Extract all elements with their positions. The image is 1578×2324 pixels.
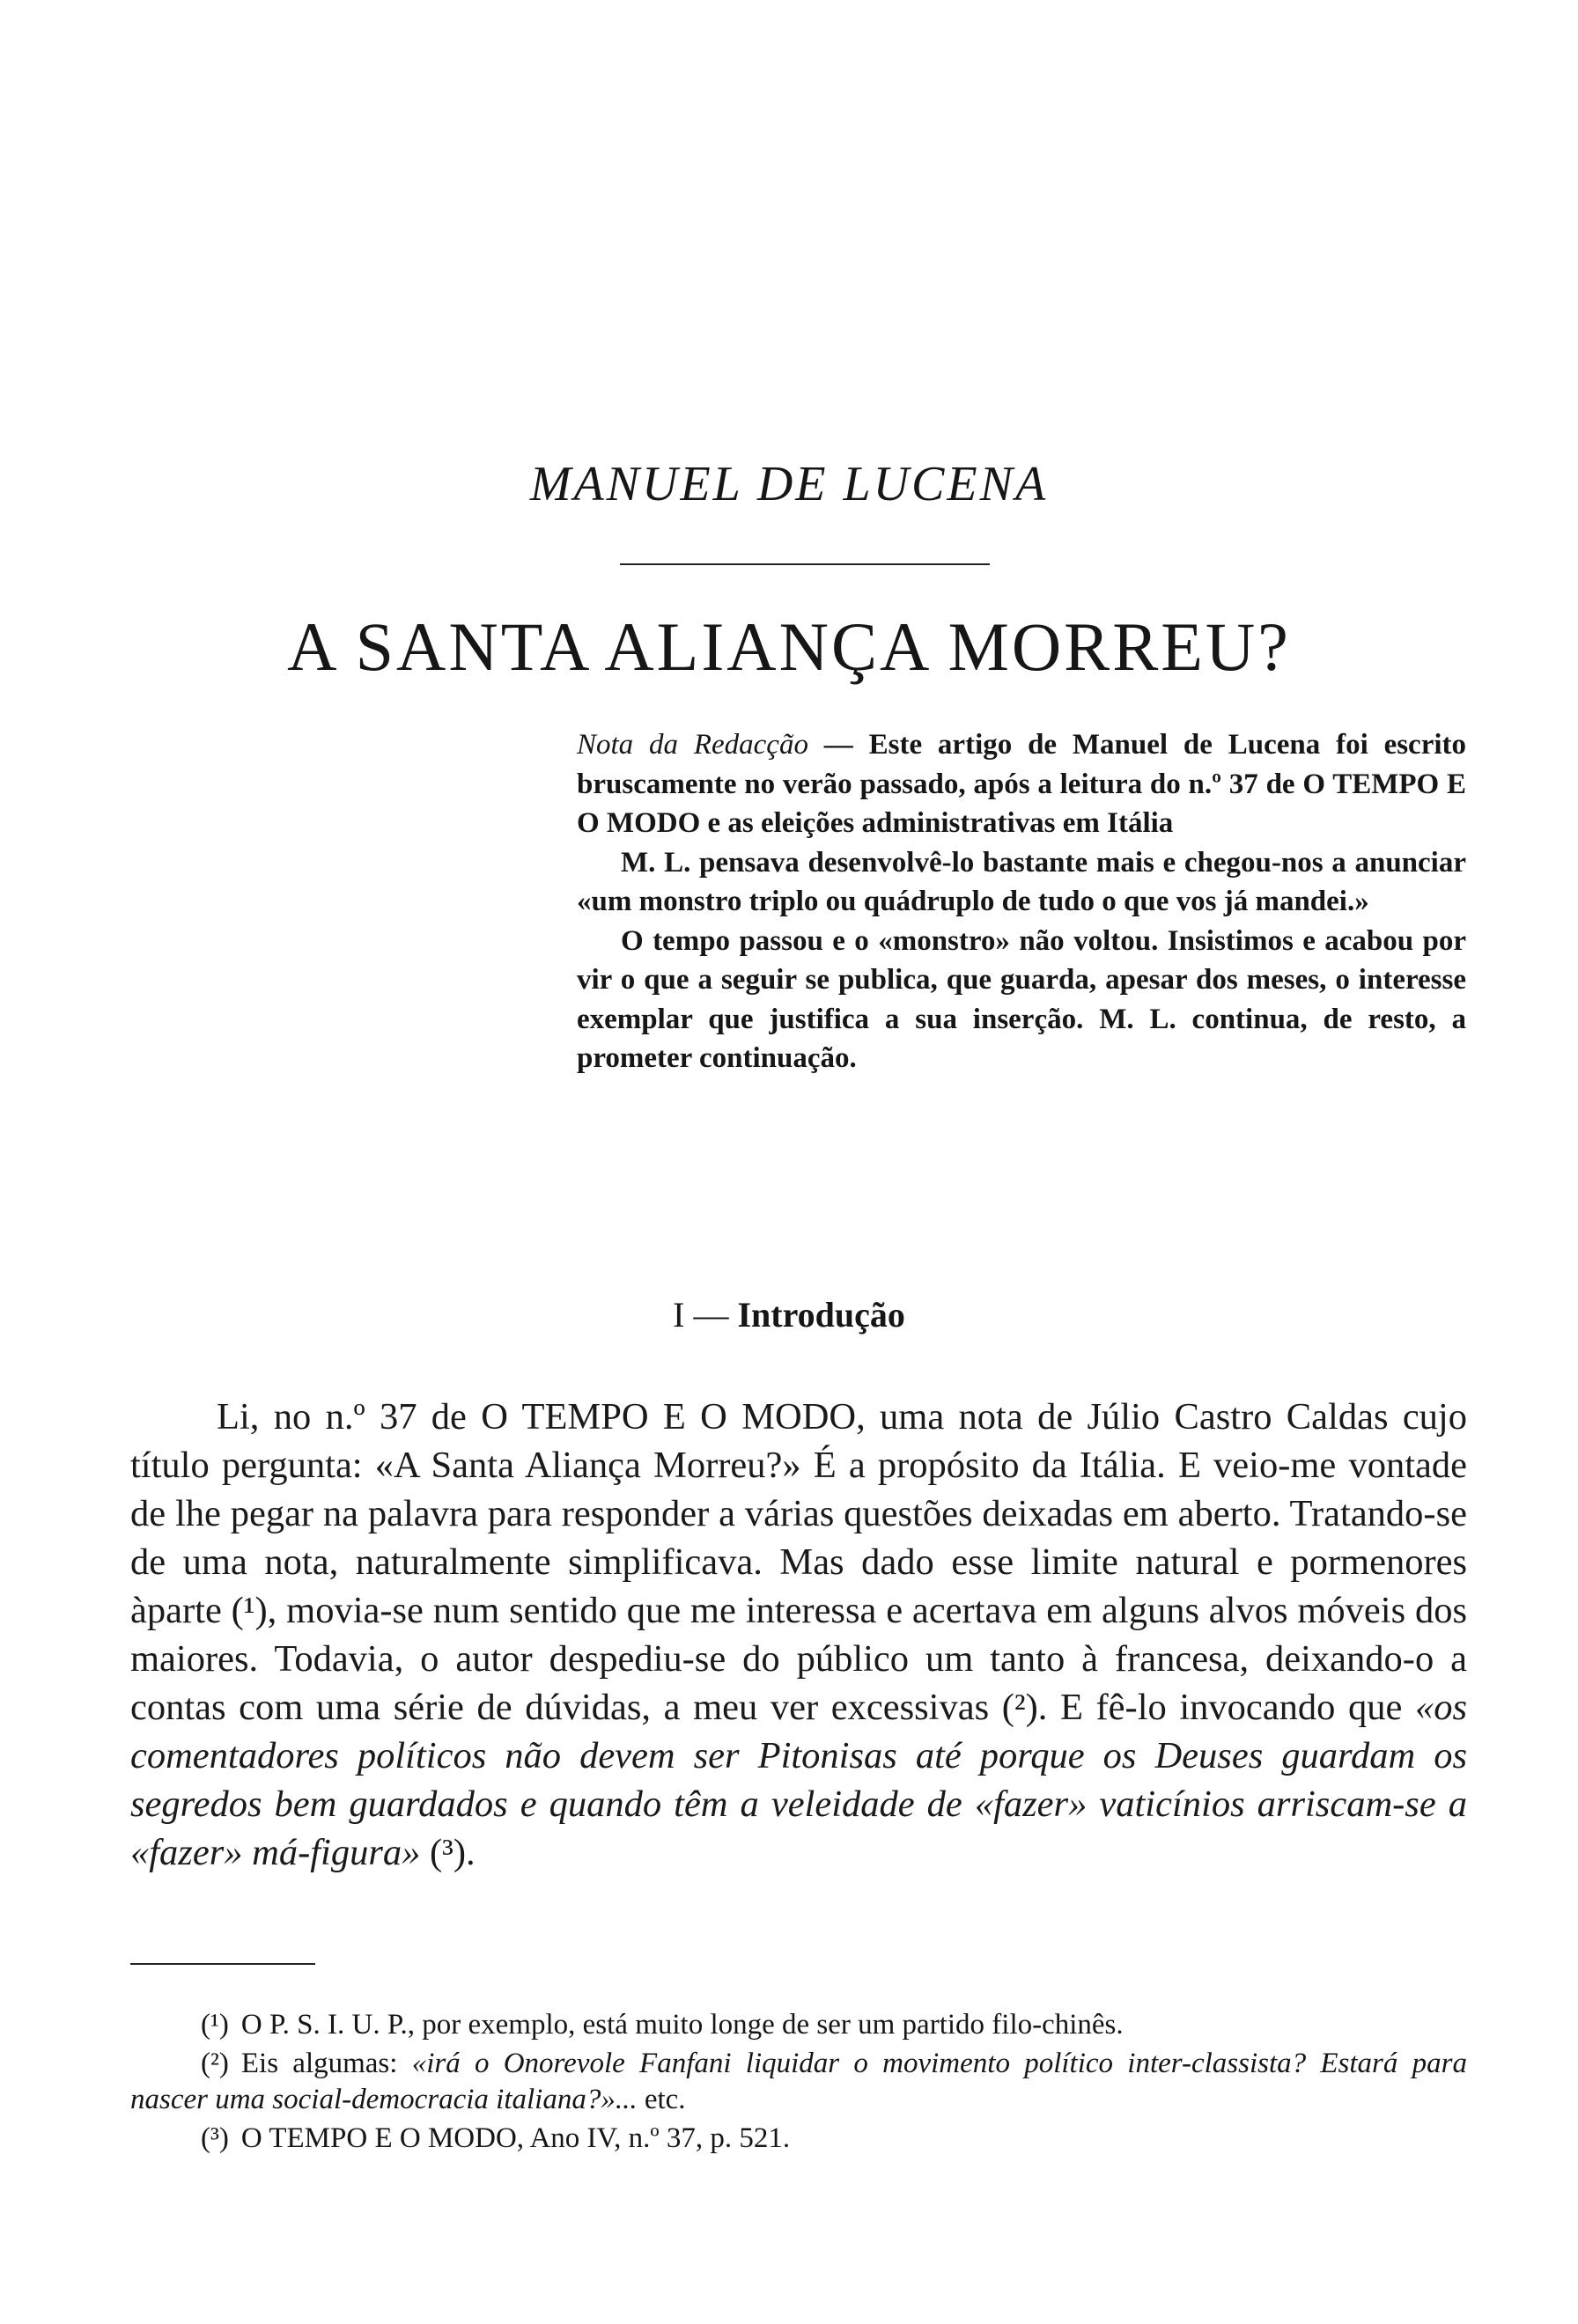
section-number: I —	[673, 1295, 738, 1335]
footnote-text: O TEMPO E O MODO, Ano IV, n.º 37, p. 521.	[240, 2122, 791, 2154]
body-text-1: Li, no n.º 37 de O TEMPO E O MODO, uma nota de Júlio Castro Caldas cujo título pergunta: «A Santa Aliança Morreu?» É a propósito da Itália. E veio-me vontade de lhe pegar na palavra para responder a várias questões deixadas em aberto. Tratando-se de uma nota, naturalmente simplificava. Mas dado esse limite natural e pormenores àparte (¹), movia-se num sentido que me interessa e acertava em alguns alvos móveis dos maiores. Todavia, o autor despediu-se do público um tanto à francesa, deixando-o a contas com uma série de dúvidas, a meu ver excessivas (²). E fê-lo invocando que	[130, 1396, 1467, 1728]
title-divider	[620, 563, 990, 565]
body-quote: «os comentadores políticos não devem ser Pitonisas até porque os Deuses guardam os segredos bem guardados e quando têm a veleidade de «fazer» vaticínios arriscam-se a «fazer» má-figura»	[130, 1687, 1467, 1873]
section-heading	[0, 1294, 1578, 1335]
editorial-note-paragraph-1	[577, 725, 1466, 843]
footnote-text: O P. S. I. U. P., por exemplo, está muito longe de ser um partido filo-chinês.	[240, 2009, 1124, 2041]
editorial-note	[577, 725, 1466, 1078]
body-text-2: (³).	[420, 1832, 476, 1873]
footnotes	[130, 2007, 1467, 2159]
editorial-note-label: Nota da Redacção	[577, 729, 808, 761]
footnote-number: (²)	[201, 2048, 229, 2079]
editorial-note-paragraph-3: O tempo passou e o «monstro» não voltou. Insistimos e acabou por vir o que a seguir se publica, que guarda, apesar dos meses, o interesse exemplar que justifica a sua inserção. M. L. continua, de resto, a prometer continuação.	[577, 924, 1466, 1074]
editorial-note-paragraph-2: M. L. pensava desenvolvê-lo bastante mais e chegou-nos a anunciar «um monstro triplo ou quádruplo de tudo o que vos já mandei.»	[577, 846, 1466, 917]
footnote-3	[130, 2121, 1467, 2157]
footnote-italic-text: «irá o Onorevole Fanfani liquidar o movimento político inter-classista? Estará para nascer uma social-democracia italiana?»...	[130, 2048, 1467, 2115]
footnote-text: Eis algumas:	[240, 2048, 412, 2079]
footnote-2	[130, 2046, 1467, 2118]
body-paragraph	[130, 1393, 1467, 1877]
footnote-number: (³)	[201, 2122, 229, 2154]
section-title: Introdução	[737, 1295, 905, 1335]
footnote-text-after: etc.	[637, 2084, 686, 2115]
footnote-1	[130, 2007, 1467, 2043]
footnote-number: (¹)	[201, 2009, 229, 2041]
footnote-divider	[130, 1963, 315, 1965]
editorial-note-text-1: — Este artigo de Manuel de Lucena foi escrito bruscamente no verão passado, após a leitura do n.º 37 de O TEMPO E O MODO e as eleições administrativas em Itália	[577, 729, 1467, 839]
author-name: MANUEL DE LUCENA	[529, 457, 1049, 511]
article-title: A SANTA ALIANÇA MORREU?	[287, 608, 1291, 685]
